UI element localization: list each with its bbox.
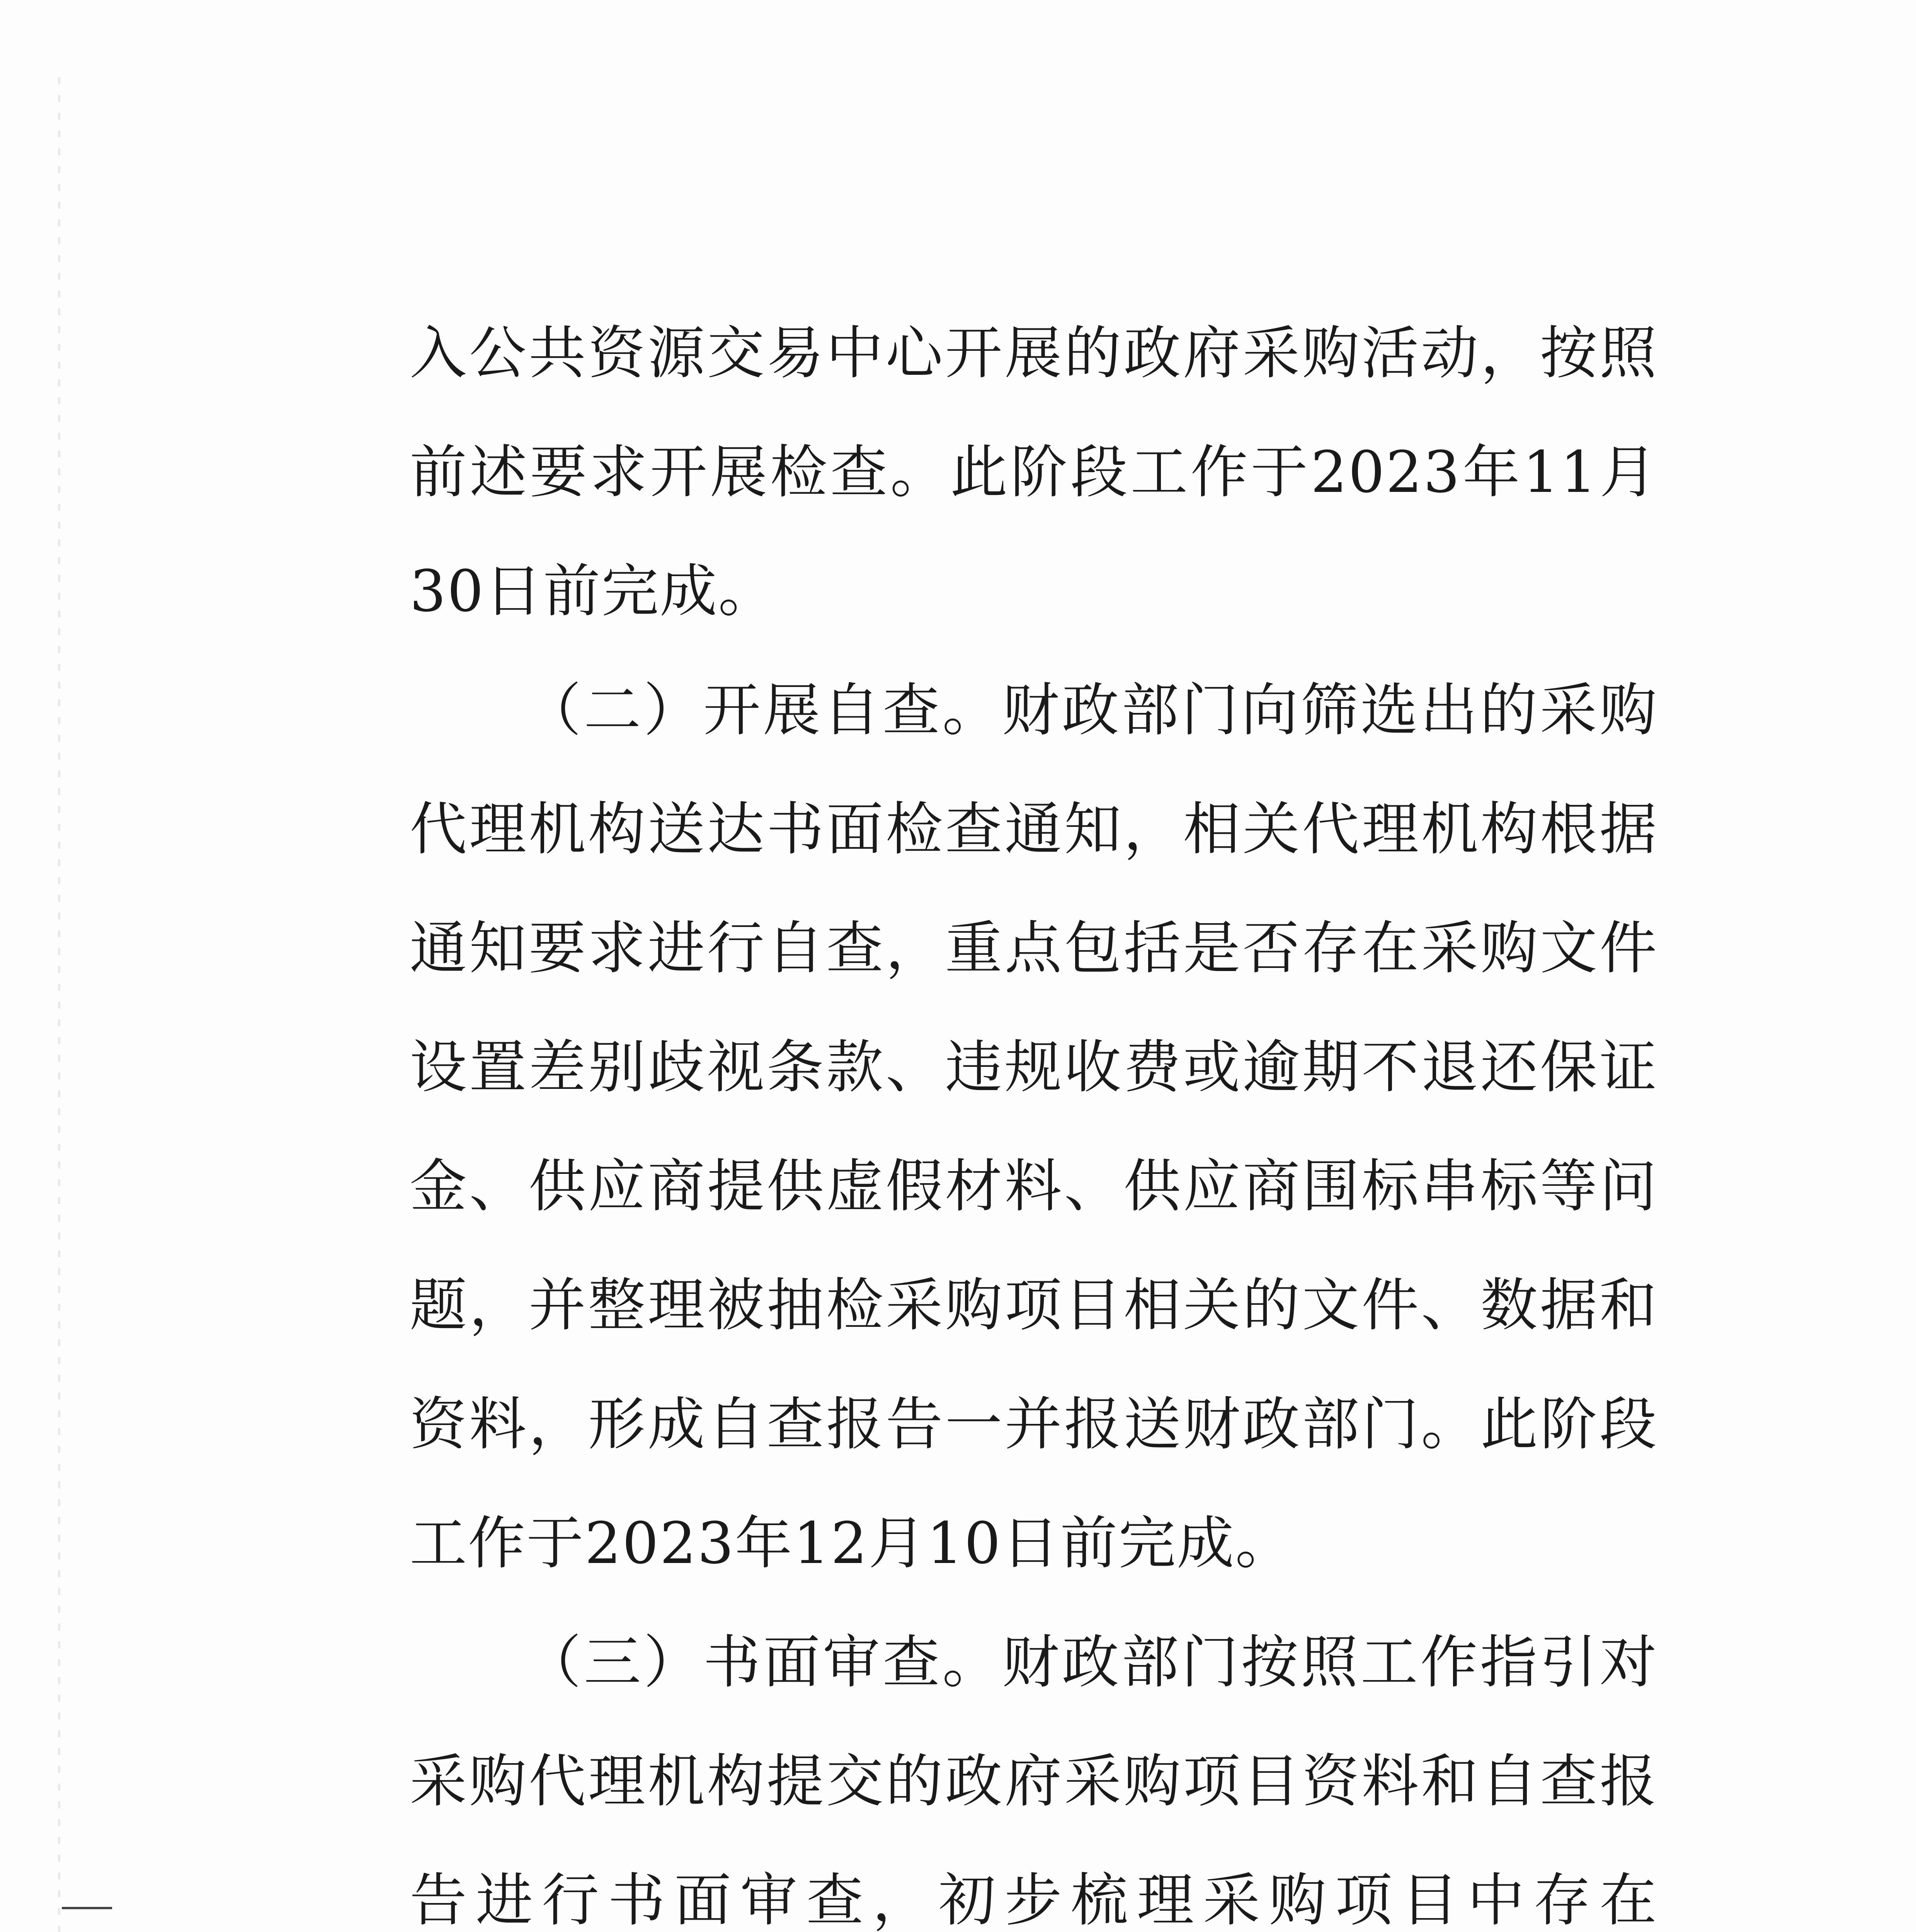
body-text [410, 294, 1658, 1932]
margin-mark [62, 1907, 112, 1909]
paragraph-written-review: （三）书面审查。财政部门按照工作指引对采购代理机构提交的政府采购项目资料和自查报告进行书面审查，初步梳理采购项目中存在 [410, 1629, 1658, 1932]
paragraph-self-inspection: （二）开展自查。财政部门向筛选出的采购代理机构送达书面检查通知，相关代理机构根据通知要求进行自查，重点包括是否存在采购文件设置差别歧视条款、违规收费或逾期不退还保证金、供应商提供虚假材料、供应商围标串标等问题，并整理被抽检采购项目相关的文件、数据和资料，形成自查报告一并报送财政部门。此阶段工作于2023年12月10日前完成。 [410, 677, 1658, 1577]
scan-binding-edge [58, 77, 60, 1932]
paragraph-continuation: 入公共资源交易中心开展的政府采购活动，按照前述要求开展检查。此阶段工作于2023年11月30日前完成。 [410, 320, 1658, 624]
